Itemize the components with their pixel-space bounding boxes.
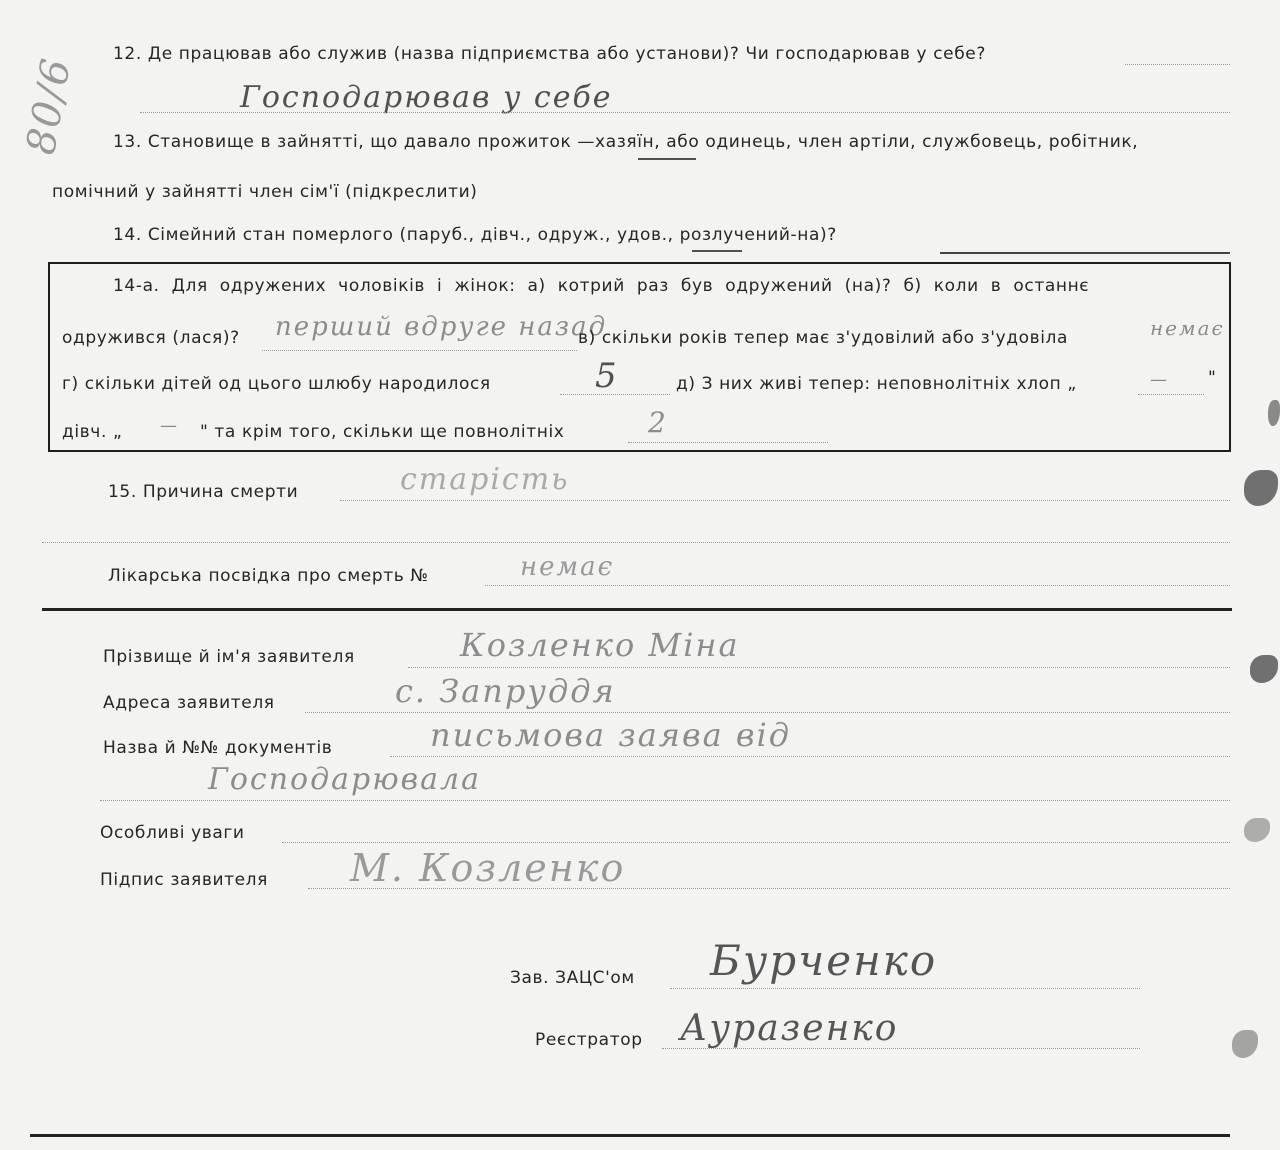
applicant-signature-line: [308, 888, 1230, 889]
q14-label-part1: 14. Сімейний стан померлого (паруб., дівч., одруж.,: [113, 225, 611, 245]
registrar-signature: Ауразенко: [680, 1008, 899, 1049]
applicant-notes-label: Особливі уваги: [100, 823, 245, 843]
q14-line: [113, 225, 837, 245]
q12-extra-line: [1125, 64, 1230, 65]
q12-answer-line: [140, 112, 1230, 113]
applicant-docs-label: Назва й №№ документів: [103, 738, 333, 758]
certificate-answer: немає: [520, 552, 615, 582]
section-divider: [42, 608, 1232, 611]
head-signature-line: [670, 988, 1140, 989]
q14a-answer-g-line: [560, 394, 670, 395]
q12-answer: Господарював у себе: [240, 80, 613, 115]
q14-label-part2: , розлучений-на)?: [667, 225, 837, 245]
q15-extra-line: [42, 542, 1230, 543]
applicant-docs-extra-line: [100, 800, 1230, 801]
edge-stain-2: [1250, 655, 1278, 683]
q13-underline: [638, 158, 696, 160]
edge-stain-1: [1244, 470, 1278, 506]
q15-label: 15. Причина смерти: [108, 482, 299, 502]
q14a-answer-ab: перший вдруге назад: [275, 312, 608, 342]
q14-underline: [692, 250, 742, 252]
applicant-docs-line: [390, 756, 1230, 757]
applicant-docs: письмова заява від: [430, 716, 791, 754]
q14a-line4-rest: " та крім того, скільки ще повнолітніх: [200, 422, 565, 442]
q14a-answer-d-boys-line: [1138, 394, 1204, 395]
applicant-signature-label: Підпис заявителя: [100, 870, 268, 890]
q14a-answer-adults: 2: [648, 406, 668, 439]
q14a-answer-d-boys: —: [1150, 370, 1168, 390]
q14-line-dots: [940, 252, 1230, 254]
q14a-answer-adults-line: [628, 442, 828, 443]
q14a-answer-g: 5: [595, 356, 619, 396]
applicant-docs-line2: Господарювала: [208, 762, 481, 797]
q13-label-part2: , або одинець, член артіли, службовець, робітник,: [654, 132, 1139, 152]
certificate-answer-line: [485, 585, 1230, 586]
applicant-signature: М. Козленко: [350, 846, 626, 890]
q14a-answer-ab-line: [262, 350, 577, 351]
certificate-label: Лікарська посвідка про смерть №: [108, 566, 429, 586]
q12-label: 12. Де працював або служив (назва підприємства або установи)? Чи господарював у себе?: [113, 44, 986, 64]
q15-answer: старість: [400, 462, 570, 497]
q14-selected-widowed: удов.: [616, 225, 668, 245]
q14a-line3-rest: д) З них живі тепер: неповнолітніх хлоп „: [676, 374, 1077, 394]
applicant-address-label: Адреса заявителя: [103, 693, 275, 713]
edge-stain-4: [1232, 1030, 1258, 1058]
q14a-line2-label: одружився (лася)?: [62, 328, 240, 348]
q14a-answer-v: немає: [1150, 316, 1225, 340]
applicant-address-line: [305, 712, 1230, 713]
q13-line1: [113, 132, 1138, 152]
q14a-line4-label: дівч. „: [62, 422, 123, 442]
q13-label-part1: 13. Становище в зайнятті, що давало прожиток —: [113, 132, 596, 152]
edge-stain-3: [1244, 818, 1270, 842]
applicant-address: с. Запруддя: [395, 672, 616, 710]
applicant-notes-line: [282, 842, 1230, 843]
q14a-answer-d-girls: —: [160, 416, 178, 436]
applicant-name-label: Прізвище й ім'я заявителя: [103, 647, 355, 667]
q13-line2: помічний у зайнятті член сім'ї (підкреслити): [52, 182, 478, 202]
q14a-line1: 14-а. Для одружених чоловіків і жінок: а) котрий раз був одружений (на)? б) коли в останнє: [113, 276, 1090, 296]
registrar-signature-line: [662, 1048, 1140, 1049]
applicant-name: Козленко Міна: [460, 626, 740, 664]
head-signature: Бурченко: [710, 936, 938, 985]
head-label: Зав. ЗАЦС'ом: [510, 968, 635, 988]
q14a-line2-rest: в) скільки років тепер має з'удовілий або з'удовіла: [578, 328, 1069, 348]
q14a-line3-label: г) скільки дітей од цього шлюбу народилося: [62, 374, 491, 394]
bottom-rule: [30, 1134, 1230, 1137]
applicant-name-line: [408, 667, 1230, 668]
edge-stain-5: [1268, 400, 1280, 426]
q14a-quote-close: ": [1208, 368, 1217, 388]
registrar-label: Реєстратор: [535, 1030, 643, 1050]
margin-note: 80/6: [18, 53, 81, 158]
q15-answer-line: [340, 500, 1230, 501]
q13-selected-owner: хазяїн: [595, 132, 655, 152]
